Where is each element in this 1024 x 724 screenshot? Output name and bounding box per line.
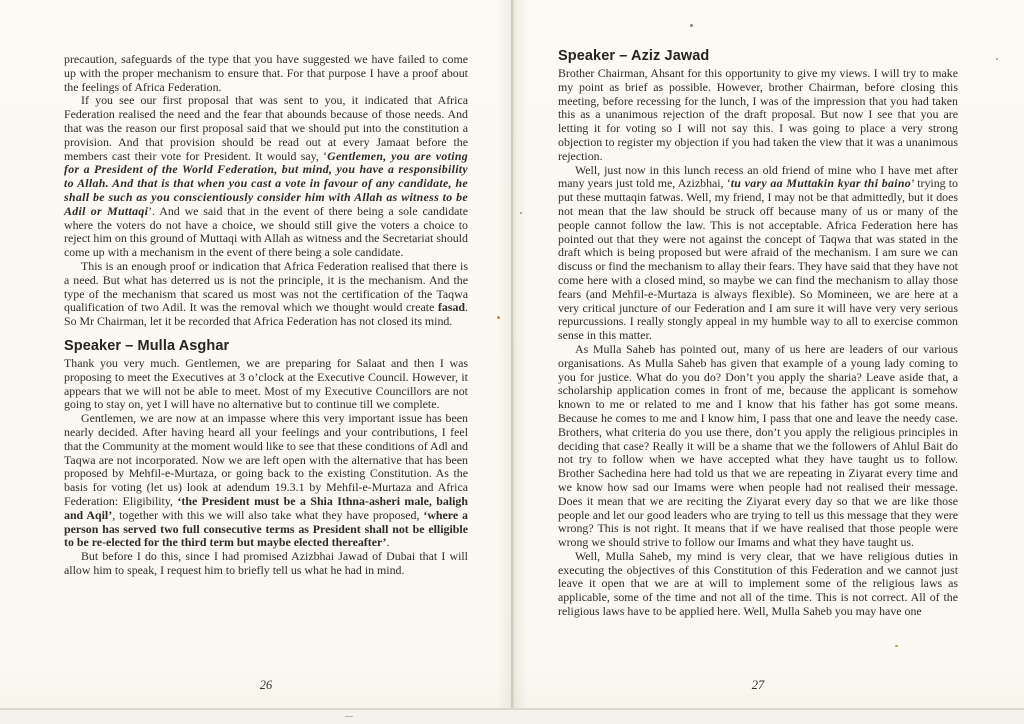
paragraph (558, 164, 958, 343)
text-segment: ’. And we said that in the event of there being a sole candidate where the voters do not have a choice, we should still give the voters a choice to reject him on this ground of Muttaqi with Allah as witness and the Secretariat should come up with a mechanism in the event of there being a sole candidate. (64, 203, 468, 260)
text-segment: Thank you very much. Gentlemen, we are preparing for Salaat and then I was proposing to meet the Executives at 3 o’clock at the Executive Council. However, it appears that we will not be able to meet. Most of my Executive Councillors are not going to stay on, yet I will have no alternative but to continue till we complete. (64, 355, 468, 412)
scan-speck (345, 716, 353, 717)
paragraph (64, 94, 468, 260)
text-segment: Brother Chairman, Ahsant for this opportunity to give my views. I will try to make my point as brief as possible. However, brother Chairman, before closing this meeting, before recessing for the lunch, I was of the impression that you had taken this as a unanimous rejection of the draft proposal. But now I see that you are letting it for voting so I will not say this. I was going to place a very strong objection to register my objection if you had taken the view that it was a unanimous rejection. (558, 66, 958, 163)
text-segment: , together with this we will also take what they have proposed, (112, 507, 424, 522)
scan-speck (497, 316, 500, 319)
text-segment: . (386, 535, 390, 550)
text-segment-bold-italic: tu vary aa Muttakin kyar thi baino (730, 176, 911, 191)
paragraph (64, 412, 468, 550)
scan-bottom-strip (0, 710, 1024, 724)
paragraph (558, 550, 958, 619)
text-segment: Gentlemen, we are now at an impasse where this very important issue has been nearly decided. After having heard all your feelings and your contributions, I feel that the Community at the moment would like to see that these conditions of Adl and Taqwa are not incorporated. Now we are left open with the alternative that has been proposed by Mehfil-e-Murtaza, or going back to the existing Constitution. As the basis for voting (let us) look at adendum 19.3.1 by Mehfil-e-Murtaza and Africa Federation: Eligibility, (64, 411, 468, 508)
paragraph (64, 550, 468, 578)
text-segment-bold: ‘where a person has served two full consecutive terms as President shall not be elligible to be re-elected for the third term but maybe elected thereafter’ (64, 507, 468, 550)
scan-speck (996, 58, 998, 60)
paragraph (558, 343, 958, 550)
text-segment-bold-italic: Gentlemen, you are voting for a President of the World Federation, but mind, you have a responsibility to Allah. And that is that when you cast a vote in favour of any candidate, he shall be such as you conscientiously consider him with Allah as witness to be Adil or Muttaqi (64, 148, 468, 218)
page-number-left: 26 (259, 678, 273, 692)
paragraph (64, 357, 468, 412)
text-segment: Well, just now in this lunch recess an old friend of mine who I have met after many years just told me, Azizbhai, ‘ (558, 162, 958, 191)
text-segment: precaution, safeguards of the type that you have suggested we have failed to come up with the proper mechanism to ensure that. For that purpose I have a proof about the feelings of Africa Federation. (64, 52, 468, 94)
text-segment-bold: ‘the President must be a Shia Ithna-asheri male, baligh and Aqil’ (64, 493, 468, 522)
paragraph (64, 260, 468, 329)
page-gutter-line (511, 0, 513, 724)
scan-speck (690, 24, 693, 27)
scan-speck (520, 212, 522, 214)
text-segment: Well, Mulla Saheb, my mind is very clear, that we have religious duties in executing the objectives of this Constitution of this Federation and we cannot just leave it open that we are at will to implement some of the religious laws as applicable, some of the time and not all of the time. This is not correct. All of the religious laws have to be applied here. Well, Mulla Saheb you may have one (558, 548, 958, 619)
speaker-heading: Speaker – Mulla Asghar (64, 337, 230, 354)
book-page-left (64, 53, 468, 578)
text-segment-bold: fasad (437, 300, 466, 315)
book-page-right (558, 48, 958, 619)
text-segment: If you see our first proposal that was sent to you, it indicated that Africa Federation realised the need and the fear that abounds because of those needs. And that was the reason our first proposal said that we should put into the constitution a provision. And that provision should be read out at every Jamaat before the members cast their vote for President. It would say, ‘ (64, 93, 468, 163)
speaker-heading: Speaker – Aziz Jawad (558, 48, 710, 64)
paragraph (558, 67, 958, 164)
paragraph (64, 53, 468, 94)
page-number-right: 27 (751, 678, 765, 692)
scan-speck (895, 645, 898, 647)
text-segment: This is an enough proof or indication that Africa Federation realised that there is a need. But what has deterred us is not the principle, it is the mechanism. And the type of the mechanism that scared us most was not the certification of the Taqwa qualification of two Adil. It was the removal which we thought would create (64, 258, 468, 315)
text-segment: ’ trying to put these muttaqin fatwas. Well, my friend, I may not be that admittedly, but it does not mean that the law should be struck off because many of us or many of the people cannot follow the law. This is not acceptable. Africa Federation here has pointed out that they were not against the concept of Taqwa that was stated in the draft which is being proposed but were afraid of the mechanism. I am sure we can discuss or find the mechanism to allay their fears. They have said that they have not come here with a closed mind, so maybe we can find the mechanism to allay those fears (and Mehfil-e-Murtaza is always flexible). So Momineen, we are here at a very critical juncture of our Federation and I am sure it will have very very serious repurcussions. I really stongly appeal in my humble way to all to exercise common sense in this matter. (558, 176, 958, 343)
text-segment: . So Mr Chairman, let it be recorded that Africa Federation has not closed its mind. (64, 300, 468, 329)
page-gutter-shadow (498, 0, 528, 724)
text-segment: But before I do this, since I had promised Azizbhai Jawad of Dubai that I will allow him to speak, I request him to briefly tell us what he had in mind. (64, 549, 468, 577)
text-segment: As Mulla Saheb has pointed out, many of us here are leaders of our various organisations. As Mulla Saheb has given that example of a young lady coming to you for justice. What do you do? Don’t you apply the sharia? Leave aside that, a scholarship application comes in front of me, because the applicant is somehow known to me or related to me and I know that his father has got some means. Because he comes to me and I know him, I pass that one and leave the needy case. Brothers, what criteria do you use there, don’t you apply the religious principles in deciding that case? Really it will be a shame that we the followers of Ahlul Bait do not try to follow when we have accepted what they have taught us to follow. Brother Sachedina here had told us that we are repeating in Ziyarat every time and we know how sad our Imams were when people had not realised their message. Does it mean that we are reciting the Ziyarat every day so that we are like those people and let our good leaders who are trying to tell us this message that they were wrong? This is not right. It means that if we have realised that those people were wrong we should strive to follow our Imams and what they have taught us. (558, 341, 958, 550)
